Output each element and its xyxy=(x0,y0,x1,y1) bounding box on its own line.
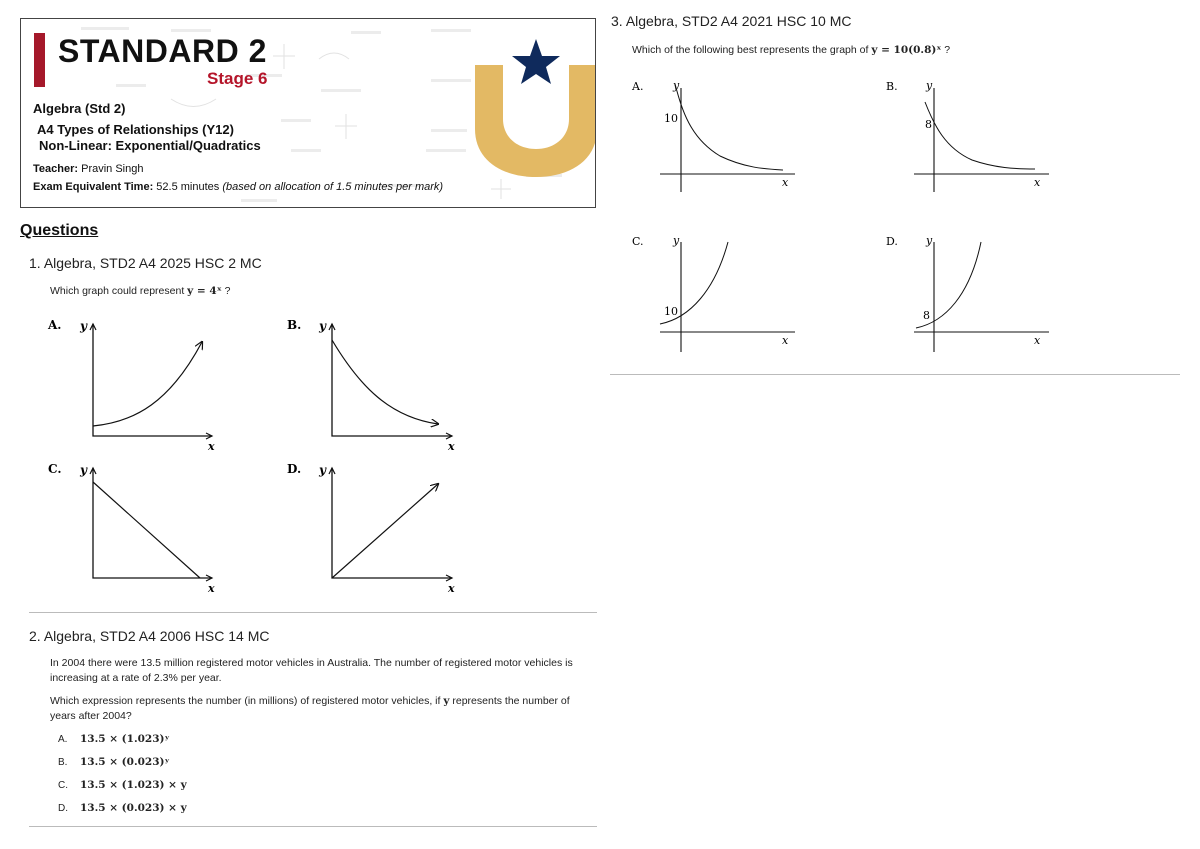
q1-graph-c xyxy=(48,462,215,595)
q1-prompt xyxy=(50,284,230,299)
exam-time-line xyxy=(33,181,443,193)
q2-option-a-letter: A. xyxy=(58,734,68,745)
q1-heading xyxy=(29,255,262,271)
q1-graph-a-letter: A. xyxy=(48,318,62,332)
stage-label: Stage 6 xyxy=(207,69,268,88)
q3-graph-d-axes xyxy=(914,242,1049,352)
q2-option-d[interactable] xyxy=(58,802,187,814)
q1-graph-a-x-label: x xyxy=(208,440,215,453)
q3-graph-d-y-label: y xyxy=(926,234,933,247)
q3-graph-c-y-label: y xyxy=(673,234,680,247)
q2-option-a[interactable] xyxy=(58,733,170,745)
q3-graph-a-x-label: x xyxy=(782,176,789,189)
q1-graph-a-axes xyxy=(93,324,212,436)
q1-graph-c-y-label: y xyxy=(80,463,87,477)
q3-title: Algebra, STD2 A4 2021 HSC 10 MC xyxy=(625,13,852,29)
q2-number: 2. xyxy=(29,628,41,644)
subtopic-label: Non-Linear: Exponential/Quadratics xyxy=(39,138,261,153)
teacher-name: Pravin Singh xyxy=(81,163,144,175)
q2-option-b-letter: B. xyxy=(58,757,68,768)
q3-graph-a-axes xyxy=(660,88,795,192)
q2-paragraph-2a: Which expression represents the number (in millions) of registered motor vehicles, if xyxy=(50,695,441,707)
q3-graph-b-x-label: x xyxy=(1034,176,1041,189)
q3-graph-b-axes xyxy=(914,88,1049,192)
q3-equation: y = 10(0.8)ˣ xyxy=(871,44,942,56)
q2-option-d-letter: D. xyxy=(58,803,68,814)
q3-graph-c-letter: C. xyxy=(632,235,644,248)
divider-q2 xyxy=(29,826,597,827)
subject-label: Algebra (Std 2) xyxy=(33,101,126,116)
q2-paragraph-1: In 2004 there were 13.5 million registered motor vehicles in Australia. The number of registered motor vehicles is increasing at a rate of 2.3% per year. xyxy=(50,657,573,684)
q3-graph-b-y-label: y xyxy=(926,79,933,92)
divider-q3 xyxy=(610,374,1180,375)
q1-equation: y = 4ˣ xyxy=(187,285,222,297)
q2-option-d-expr: 13.5 × (0.023) × y xyxy=(80,802,187,814)
q1-graph-a-curve xyxy=(93,342,202,426)
q1-graph-b xyxy=(287,318,455,453)
worksheet-header xyxy=(20,18,596,208)
q2-option-a-expr: 13.5 × (1.023)ʸ xyxy=(80,733,170,745)
q2-option-b[interactable] xyxy=(58,756,170,768)
q3-number: 3. xyxy=(611,13,623,29)
q3-graph-a xyxy=(631,79,795,192)
q3-graph-d xyxy=(886,234,1049,352)
q3-graph-d-x-label: x xyxy=(1034,334,1041,347)
q2-option-c-expr: 13.5 × (1.023) × y xyxy=(80,779,187,791)
q2-paragraph-2 xyxy=(50,694,595,724)
questions-heading: Questions xyxy=(20,222,99,239)
q3-graph-d-letter: D. xyxy=(886,235,898,248)
q1-graph-d-y-label: y xyxy=(319,463,326,477)
q3-graph-a-curve xyxy=(675,84,783,170)
q1-number: 1. xyxy=(29,255,41,271)
topic-label: A4 Types of Relationships (Y12) xyxy=(37,122,234,137)
q3-graph-c-intercept: 10 xyxy=(664,305,678,318)
q2-heading xyxy=(29,628,269,644)
q1-graph-b-axes xyxy=(332,324,452,436)
q1-prompt-text: Which graph could represent xyxy=(50,285,185,297)
q2-option-c-letter: C. xyxy=(58,780,68,791)
course-title: STANDARD 2 xyxy=(58,33,267,69)
q3-graph-b-letter: B. xyxy=(886,80,898,93)
exam-time-value: 52.5 minutes xyxy=(156,181,220,193)
q3-graph-b xyxy=(886,79,1049,192)
teacher-label: Teacher: xyxy=(33,163,79,175)
q3-prompt-end: ? xyxy=(944,44,951,56)
q2-paragraph-2b: represents the number of years after 2004? xyxy=(50,695,570,722)
q3-graph-a-y-label: y xyxy=(673,79,680,92)
q1-graph-d-letter: D. xyxy=(287,462,302,476)
q2-title: Algebra, STD2 A4 2006 HSC 14 MC xyxy=(43,628,270,644)
q3-graph-c xyxy=(632,234,795,352)
q3-graph-c-x-label: x xyxy=(782,334,789,347)
q3-graph-a-intercept: 10 xyxy=(664,112,678,125)
q1-graph-options xyxy=(40,312,480,602)
q1-graph-d xyxy=(287,462,455,595)
brand-red-bar xyxy=(34,33,45,87)
q1-graph-b-letter: B. xyxy=(287,318,302,332)
q1-title: Algebra, STD2 A4 2025 HSC 2 MC xyxy=(43,255,262,271)
q3-graph-b-intercept: 8 xyxy=(925,118,932,131)
q1-graph-c-line xyxy=(93,482,200,578)
q2-option-c[interactable] xyxy=(58,779,187,791)
teacher-line xyxy=(33,163,143,175)
q1-graph-a-y-label: y xyxy=(80,319,87,333)
q1-graph-c-axes xyxy=(93,468,212,578)
exam-time-note: (based on allocation of 1.5 minutes per mark) xyxy=(222,181,444,193)
q1-prompt-end: ? xyxy=(224,285,231,297)
q3-graph-c-axes xyxy=(660,242,795,352)
q1-graph-c-letter: C. xyxy=(48,462,62,476)
school-shield-logo-icon xyxy=(471,29,596,189)
q3-prompt-text: Which of the following best represents the graph of xyxy=(632,44,869,56)
q3-graph-a-letter: A. xyxy=(632,80,644,93)
q3-heading xyxy=(611,13,851,29)
q1-graph-d-line xyxy=(332,484,438,578)
q3-graph-options xyxy=(620,70,1060,360)
q3-graph-b-curve xyxy=(925,102,1035,169)
exam-time-label: Exam Equivalent Time: xyxy=(33,181,154,193)
q3-prompt xyxy=(632,43,950,58)
q2-variable: y xyxy=(443,695,450,707)
q1-graph-b-curve xyxy=(332,340,438,424)
q1-graph-a xyxy=(47,318,215,453)
q1-graph-d-x-label: x xyxy=(448,582,455,595)
q3-graph-d-intercept: 8 xyxy=(923,309,930,322)
q1-graph-b-x-label: x xyxy=(448,440,455,453)
q1-graph-b-y-label: y xyxy=(319,319,326,333)
q2-option-b-expr: 13.5 × (0.023)ʸ xyxy=(80,756,170,768)
q1-graph-c-x-label: x xyxy=(208,582,215,595)
divider-q1 xyxy=(29,612,597,613)
